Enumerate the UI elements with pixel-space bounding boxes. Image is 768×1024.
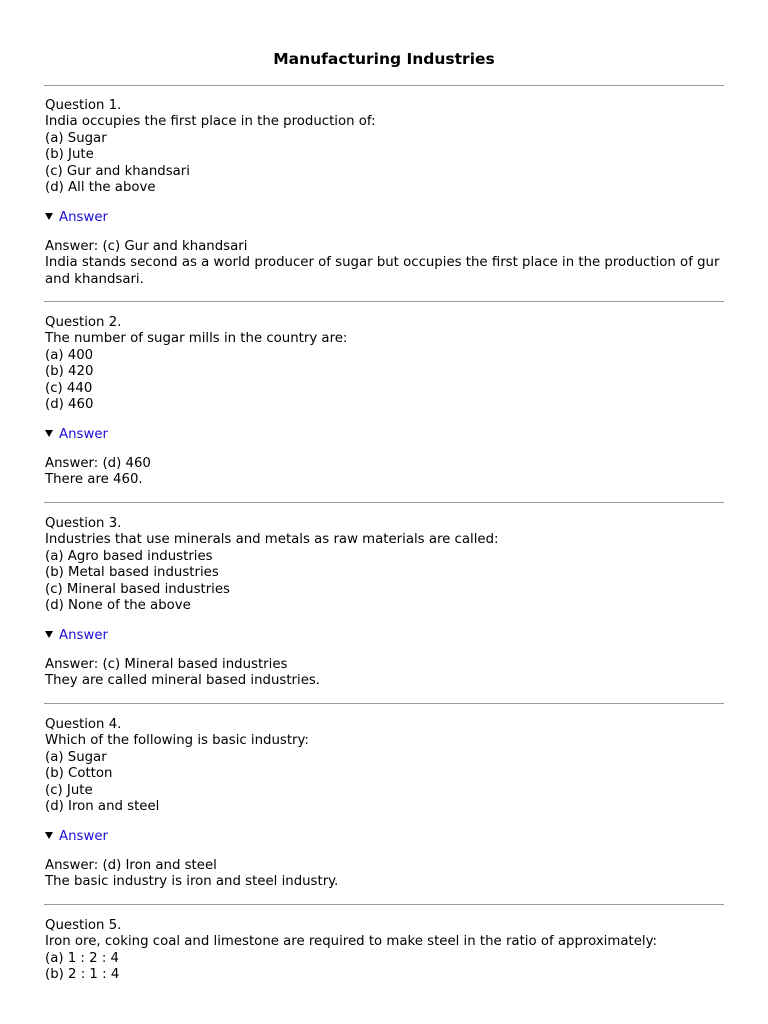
question-text: Which of the following is basic industry: — [45, 733, 309, 749]
option-d: (d) None of the above — [45, 598, 191, 614]
answer-toggle-3[interactable] — [45, 628, 108, 644]
answer-2 — [45, 456, 725, 489]
disclosure-triangle-icon — [45, 832, 53, 839]
question-5 — [45, 918, 725, 984]
question-1 — [45, 98, 725, 196]
question-text: Iron ore, coking coal and limestone are required to make steel in the ratio of approximately: — [45, 934, 657, 950]
answer-text: Answer: (d) Iron and steel — [45, 858, 217, 873]
answer-explanation: There are 460. — [45, 472, 143, 488]
answer-text: Answer: (c) Mineral based industries — [45, 657, 288, 672]
answer-1 — [45, 239, 725, 288]
question-4 — [45, 717, 725, 815]
question-text: India occupies the first place in the production of: — [45, 114, 376, 130]
question-number: Question 1. — [45, 98, 122, 113]
question-number: Question 3. — [45, 516, 122, 531]
page-title: Manufacturing Industries — [273, 50, 495, 68]
answer-explanation: They are called mineral based industries. — [45, 673, 321, 689]
option-c: (c) Mineral based industries — [45, 581, 230, 597]
question-text: The number of sugar mills in the country are: — [45, 331, 348, 347]
answer-toggle-1[interactable] — [45, 210, 108, 226]
answer-3 — [45, 657, 725, 690]
divider — [44, 904, 724, 905]
answer-toggle-label: Answer — [59, 829, 108, 844]
question-3 — [45, 516, 725, 614]
option-b: (b) Metal based industries — [45, 565, 219, 581]
divider — [44, 502, 724, 503]
question-number: Question 5. — [45, 918, 122, 933]
option-b: (b) Jute — [45, 147, 94, 163]
option-b: (b) Cotton — [45, 766, 113, 782]
disclosure-triangle-icon — [45, 430, 53, 437]
option-b: (b) 2 : 1 : 4 — [45, 967, 120, 983]
option-a: (a) 1 : 2 : 4 — [45, 950, 119, 966]
option-c: (c) 440 — [45, 380, 93, 396]
option-c: (c) Jute — [45, 782, 93, 798]
divider — [44, 703, 724, 704]
option-c: (c) Gur and khandsari — [45, 163, 190, 179]
answer-4 — [45, 858, 725, 891]
answer-text: Answer: (c) Gur and khandsari — [45, 239, 248, 254]
option-a: (a) Sugar — [45, 749, 107, 765]
option-d: (d) All the above — [45, 180, 156, 196]
option-a: (a) Sugar — [45, 130, 107, 146]
answer-toggle-label: Answer — [59, 427, 108, 442]
option-d: (d) Iron and steel — [45, 799, 160, 815]
option-a: (a) 400 — [45, 347, 94, 363]
answer-text: Answer: (d) 460 — [45, 456, 151, 471]
question-2 — [45, 315, 725, 413]
answer-toggle-label: Answer — [59, 210, 108, 225]
answer-explanation: India stands second as a world producer of sugar but occupies the first place in the production of gur and khandsari. — [45, 255, 720, 287]
answer-explanation: The basic industry is iron and steel industry. — [45, 874, 339, 890]
option-a: (a) Agro based industries — [45, 548, 213, 564]
answer-toggle-label: Answer — [59, 628, 108, 643]
question-number: Question 2. — [45, 315, 122, 330]
question-text: Industries that use minerals and metals as raw materials are called: — [45, 532, 499, 548]
answer-toggle-2[interactable] — [45, 427, 108, 443]
disclosure-triangle-icon — [45, 213, 53, 220]
answer-toggle-4[interactable] — [45, 829, 108, 845]
option-d: (d) 460 — [45, 397, 94, 413]
option-b: (b) 420 — [45, 364, 94, 380]
question-number: Question 4. — [45, 717, 122, 732]
disclosure-triangle-icon — [45, 631, 53, 638]
divider — [44, 301, 724, 302]
divider — [44, 85, 724, 86]
